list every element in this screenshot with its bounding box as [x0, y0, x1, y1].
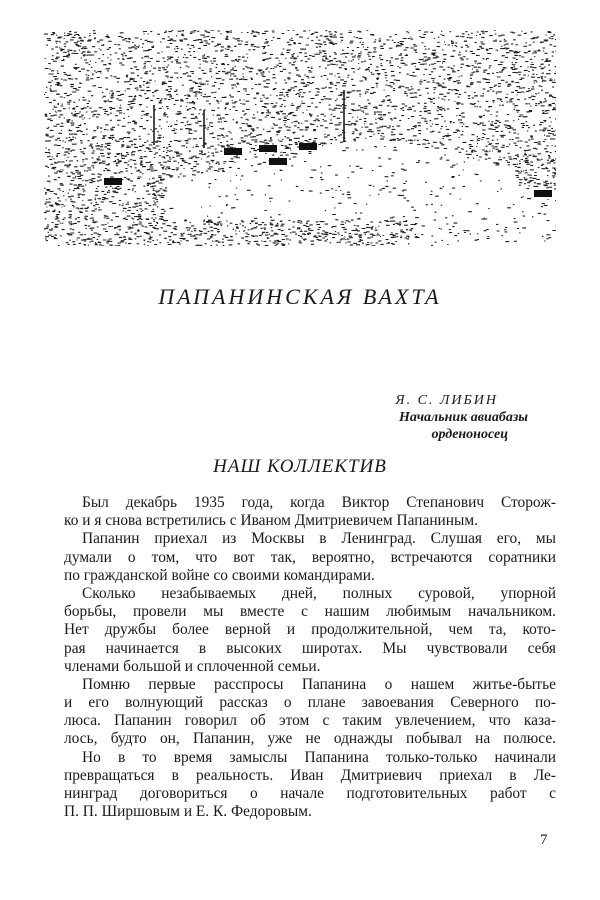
text-line: лось, будто он, Папанин, уже не однажды побывал на полюсе. [64, 730, 556, 748]
text-line: Был декабрь 1935 года, когда Виктор Степанович Сторож- [82, 494, 556, 511]
author-award: орденоносец [431, 427, 508, 442]
text-line: думали о том, что вот так, вероятно, встречаются соратники [64, 548, 556, 566]
arctic-camp-illustration [44, 30, 556, 246]
text-line: Сколько незабываемых дней, полных суровой, упорной [82, 584, 556, 602]
chapter-title: ПАПАНИНСКАЯ ВАХТА [158, 284, 442, 309]
page-number: 7 [540, 832, 548, 848]
text-line: по гражданской войне со своими командирами. [64, 566, 375, 584]
hut-icon [224, 148, 242, 155]
hut-icon [269, 158, 287, 165]
text-line: Помню первые расспросы Папанина о нашем житье-бытье [82, 675, 556, 693]
hut-icon [259, 145, 277, 152]
text-line: превращаться в реальность. Иван Дмитриевич приехал в Ле- [64, 766, 556, 784]
author-block [395, 392, 528, 443]
hut-icon [534, 190, 552, 197]
author-role: Начальник авиабазы [399, 410, 528, 425]
text-line: борьбы, провели мы вместе с нашим любимым начальником. [64, 603, 556, 621]
text-line: нинград договориться о начале подготовительных работ с [64, 785, 556, 802]
text-line: ко и я снова встретились с Иваном Дмитриевичем Папаниным. [64, 512, 478, 530]
section-title: НАШ КОЛЛЕКТИВ [213, 456, 387, 477]
text-line: люса. Папанин говорил об этом с таким увлечением, что каза- [64, 712, 556, 730]
hut-icon [104, 178, 122, 185]
text-line: П. П. Ширшовым и Е. К. Федоровым. [64, 803, 312, 821]
text-line: и его волнующий рассказ о плане завоевания Северного по- [64, 694, 556, 712]
text-line: членами большой и сплоченной семьи. [64, 657, 321, 675]
text-line: Но в то время замыслы Папанина только-только начинали [82, 748, 556, 766]
hut-icon [299, 143, 317, 150]
text-line: рая начинается в высоких широтах. Мы чувствовали себя [64, 639, 556, 657]
author-name: Я. С. ЛИБИН [395, 393, 498, 408]
text-line: Нет дружбы более верной и продолжительной, чем та, кото- [64, 621, 556, 639]
stipple-texture [44, 30, 556, 246]
body-text [64, 494, 556, 821]
text-line: Папанин приехал из Москвы в Ленинград. Слушая его, мы [82, 530, 556, 548]
